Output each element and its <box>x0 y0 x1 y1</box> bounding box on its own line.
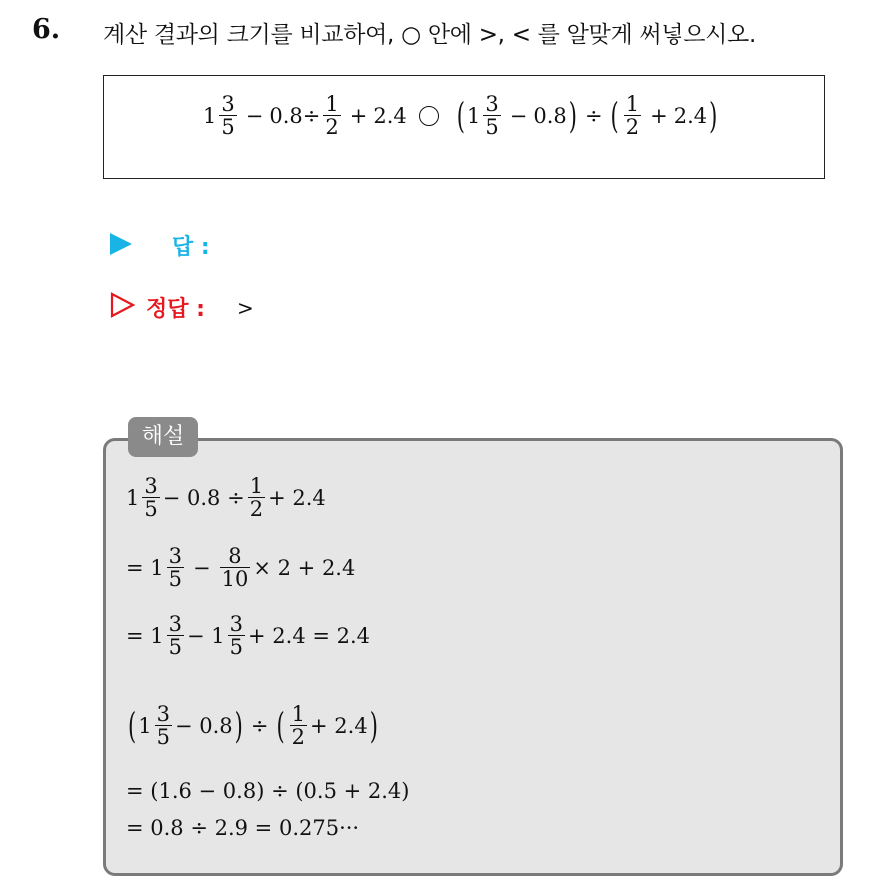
minus-sign: − <box>509 104 528 129</box>
minus-sign: − <box>245 104 264 129</box>
left-paren: ( <box>276 705 285 747</box>
numerator: 1 <box>249 474 264 498</box>
fraction-3-5 <box>483 93 500 139</box>
right-paren: ) <box>234 705 243 747</box>
numerator: 1 <box>625 92 640 116</box>
correct-answer-value: > <box>237 296 254 320</box>
decimal: 2.4 <box>373 104 407 129</box>
fraction <box>142 475 159 521</box>
numerator: 3 <box>144 474 158 498</box>
fraction <box>220 545 251 591</box>
expression-text: − 0.8 ÷ <box>162 486 245 511</box>
numerator: 3 <box>168 612 183 636</box>
expression-text: = 1 <box>126 556 164 581</box>
divide-sign: ÷ <box>250 714 269 739</box>
left-paren: ( <box>128 705 137 747</box>
left-paren: ( <box>610 95 619 137</box>
denominator: 5 <box>168 635 183 660</box>
expression-text: = 1 <box>126 624 164 649</box>
plus-sign: + <box>650 104 668 129</box>
explanation-line-6: = 0.8 ÷ 2.9 = 0.275··· <box>126 816 360 840</box>
expression-text: + 2.4 = 2.4 <box>248 624 371 649</box>
right-paren: ) <box>568 95 577 137</box>
denominator: 2 <box>249 497 264 522</box>
numerator: 3 <box>485 92 499 116</box>
numerator: 1 <box>325 92 339 116</box>
expression-text: − 1 <box>187 624 225 649</box>
comparison-circle-blank[interactable] <box>419 106 439 126</box>
problem-expression <box>203 93 719 139</box>
expression-text: + 2.4 <box>268 486 326 511</box>
denominator: 2 <box>325 115 339 140</box>
fraction <box>290 703 307 749</box>
numerator: 8 <box>228 544 242 568</box>
fraction-3-5 <box>219 93 236 139</box>
denominator: 5 <box>221 115 235 140</box>
divide-sign: ÷ <box>584 104 603 129</box>
denominator: 5 <box>485 115 499 140</box>
decimal: 2.4 <box>673 104 708 129</box>
denominator: 5 <box>156 725 170 750</box>
fraction-1-2 <box>624 93 641 139</box>
explanation-line-4 <box>126 703 380 749</box>
question-text: 계산 결과의 크기를 비교하여, ○ 안에 >, < 를 알맞게 써넣으시오. <box>103 22 756 48</box>
explanation-line-5: = (1.6 − 0.8) ÷ (0.5 + 2.4) <box>126 779 410 803</box>
divide-sign: ÷ <box>302 104 321 129</box>
mixed-whole: 1 <box>466 104 481 129</box>
decimal: 0.8 <box>533 104 567 129</box>
right-paren: ) <box>369 705 378 747</box>
explanation-line-2 <box>126 545 355 591</box>
fraction <box>155 703 172 749</box>
fraction-1-2 <box>323 93 340 139</box>
denominator: 10 <box>221 567 249 592</box>
denominator: 2 <box>625 115 640 140</box>
fraction <box>167 613 184 659</box>
numerator: 3 <box>221 92 235 116</box>
mixed-whole: 1 <box>138 714 152 739</box>
outline-arrow-icon <box>110 292 136 318</box>
explanation-tag: 해설 <box>128 417 198 457</box>
denominator: 5 <box>144 497 158 522</box>
numerator: 1 <box>291 702 306 726</box>
expression-text: + 2.4 <box>310 714 368 739</box>
numerator: 3 <box>168 544 183 568</box>
answer-label: 답 : <box>172 235 210 260</box>
question-number: 6. <box>32 14 61 45</box>
left-paren: ( <box>456 95 465 137</box>
fraction <box>167 545 184 591</box>
correct-answer-label: 정답 : <box>146 297 205 322</box>
expression-text: − 0.8 <box>174 714 233 739</box>
numerator: 3 <box>229 612 244 636</box>
mixed-whole: 1 <box>126 486 140 511</box>
explanation-line-3 <box>126 613 370 659</box>
denominator: 2 <box>291 725 306 750</box>
mixed-whole: 1 <box>203 104 217 129</box>
numerator: 3 <box>156 702 170 726</box>
minus-sign: − <box>193 556 211 581</box>
denominator: 5 <box>229 635 244 660</box>
decimal: 0.8 <box>269 104 303 129</box>
plus-sign: + <box>349 104 368 129</box>
fraction <box>248 475 265 521</box>
play-arrow-icon <box>110 233 132 255</box>
fraction <box>228 613 245 659</box>
expression-text: × 2 + 2.4 <box>253 556 356 581</box>
explanation-line-1 <box>126 475 326 521</box>
right-paren: ) <box>709 95 718 137</box>
denominator: 5 <box>168 567 183 592</box>
